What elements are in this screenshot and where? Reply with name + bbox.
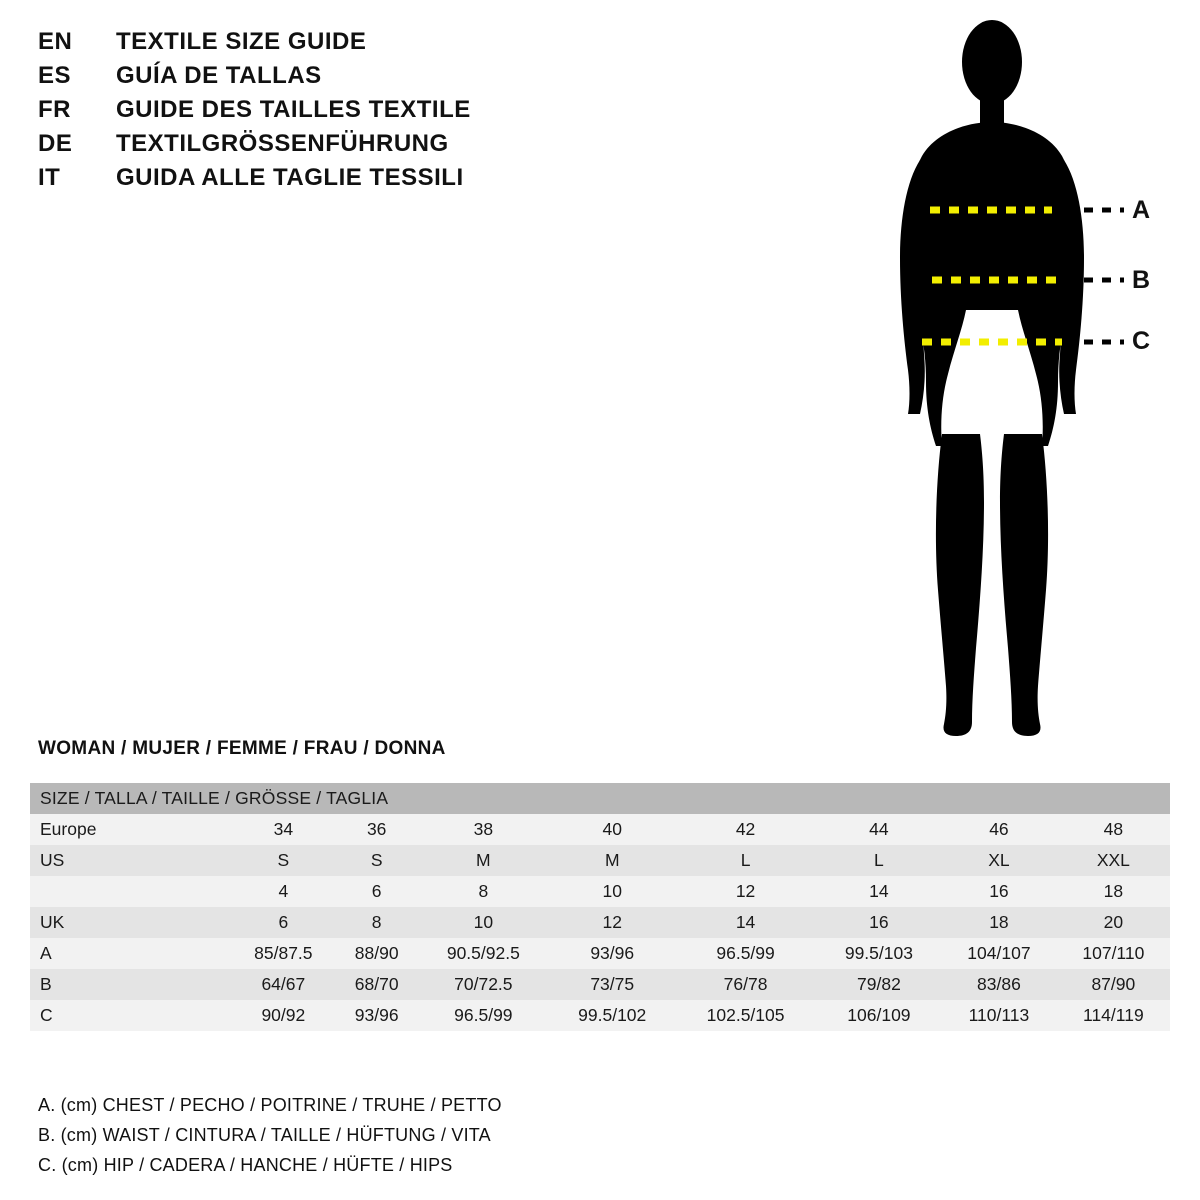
title-row	[38, 130, 658, 164]
cell: 90/92	[230, 1000, 337, 1031]
cell: 48	[1057, 814, 1170, 845]
cell: 14	[674, 907, 816, 938]
row-label-us-numeric	[30, 876, 230, 907]
cell: 16	[817, 907, 941, 938]
cell: 6	[337, 876, 417, 907]
cell: 18	[1057, 876, 1170, 907]
table-row	[30, 814, 1170, 845]
measure-label-c: C	[1132, 327, 1151, 355]
title-text-de: TEXTILGRÖSSENFÜHRUNG	[116, 130, 449, 157]
cell: 6	[230, 907, 337, 938]
cell: 93/96	[337, 1000, 417, 1031]
cell: 10	[417, 907, 550, 938]
cell: 79/82	[817, 969, 941, 1000]
cell: L	[674, 845, 816, 876]
title-text-es: GUÍA DE TALLAS	[116, 62, 322, 89]
cell: 46	[941, 814, 1057, 845]
cell: 76/78	[674, 969, 816, 1000]
cell: 87/90	[1057, 969, 1170, 1000]
cell: 68/70	[337, 969, 417, 1000]
title-lang-de: DE	[38, 130, 73, 157]
cell: 96.5/99	[417, 1000, 550, 1031]
cell: 18	[941, 907, 1057, 938]
cell: 102.5/105	[674, 1000, 816, 1031]
cell: XL	[941, 845, 1057, 876]
cell: 12	[550, 907, 674, 938]
measure-label-b: B	[1132, 266, 1151, 294]
cell: L	[817, 845, 941, 876]
cell: 73/75	[550, 969, 674, 1000]
cell: 12	[674, 876, 816, 907]
cell: 107/110	[1057, 938, 1170, 969]
table-row	[30, 938, 1170, 969]
row-label-europe: Europe	[30, 814, 230, 845]
cell: 38	[417, 814, 550, 845]
cell: M	[417, 845, 550, 876]
cell: 10	[550, 876, 674, 907]
cell: 34	[230, 814, 337, 845]
cell: 85/87.5	[230, 938, 337, 969]
cell: 106/109	[817, 1000, 941, 1031]
table-row	[30, 845, 1170, 876]
row-label-uk: UK	[30, 907, 230, 938]
table-header-row	[30, 783, 1170, 814]
cell: 44	[817, 814, 941, 845]
cell: 8	[337, 907, 417, 938]
cell: 104/107	[941, 938, 1057, 969]
size-table	[30, 783, 1170, 1031]
row-label-c: C	[30, 1000, 230, 1031]
title-lang-it: IT	[38, 164, 61, 191]
row-label-b: B	[30, 969, 230, 1000]
cell: 42	[674, 814, 816, 845]
cell: S	[230, 845, 337, 876]
title-lang-en: EN	[38, 28, 73, 55]
silhouette-svg	[880, 10, 1180, 750]
cell: 110/113	[941, 1000, 1057, 1031]
title-text-en: TEXTILE SIZE GUIDE	[116, 28, 367, 55]
table-row	[30, 969, 1170, 1000]
cell: S	[337, 845, 417, 876]
title-row	[38, 28, 658, 62]
title-lang-fr: FR	[38, 96, 71, 123]
female-silhouette-figure	[880, 10, 1180, 750]
cell: 4	[230, 876, 337, 907]
footnote-chest: A. (cm) CHEST / PECHO / POITRINE / TRUHE / PETTO	[38, 1095, 502, 1115]
cell: 70/72.5	[417, 969, 550, 1000]
cell: 40	[550, 814, 674, 845]
cell: 16	[941, 876, 1057, 907]
cell: XXL	[1057, 845, 1170, 876]
cell: 83/86	[941, 969, 1057, 1000]
cell: 96.5/99	[674, 938, 816, 969]
table-row	[30, 1000, 1170, 1031]
title-row	[38, 62, 658, 96]
cell: 8	[417, 876, 550, 907]
cell: 114/119	[1057, 1000, 1170, 1031]
footnote-hip: C. (cm) HIP / CADERA / HANCHE / HÜFTE / HIPS	[38, 1155, 453, 1175]
section-heading-woman: WOMAN / MUJER / FEMME / FRAU / DONNA	[38, 738, 446, 759]
table-row	[30, 907, 1170, 938]
cell: 14	[817, 876, 941, 907]
title-row	[38, 96, 658, 130]
cell: 99.5/103	[817, 938, 941, 969]
cell: M	[550, 845, 674, 876]
cell: 36	[337, 814, 417, 845]
title-block	[38, 28, 658, 198]
footnote-waist: B. (cm) WAIST / CINTURA / TAILLE / HÜFTUNG / VITA	[38, 1125, 491, 1145]
title-lang-es: ES	[38, 62, 72, 89]
row-label-a: A	[30, 938, 230, 969]
cell: 90.5/92.5	[417, 938, 550, 969]
table-header-label: SIZE / TALLA / TAILLE / GRÖSSE / TAGLIA	[30, 783, 1170, 814]
cell: 99.5/102	[550, 1000, 674, 1031]
table-row	[30, 876, 1170, 907]
cell: 88/90	[337, 938, 417, 969]
cell: 64/67	[230, 969, 337, 1000]
footnotes	[38, 1090, 938, 1180]
title-row	[38, 164, 658, 198]
silhouette-body	[900, 20, 1084, 736]
title-text-it: GUIDA ALLE TAGLIE TESSILI	[116, 164, 464, 191]
cell: 20	[1057, 907, 1170, 938]
measure-label-a: A	[1132, 196, 1151, 224]
title-text-fr: GUIDE DES TAILLES TEXTILE	[116, 96, 471, 123]
row-label-us: US	[30, 845, 230, 876]
cell: 93/96	[550, 938, 674, 969]
